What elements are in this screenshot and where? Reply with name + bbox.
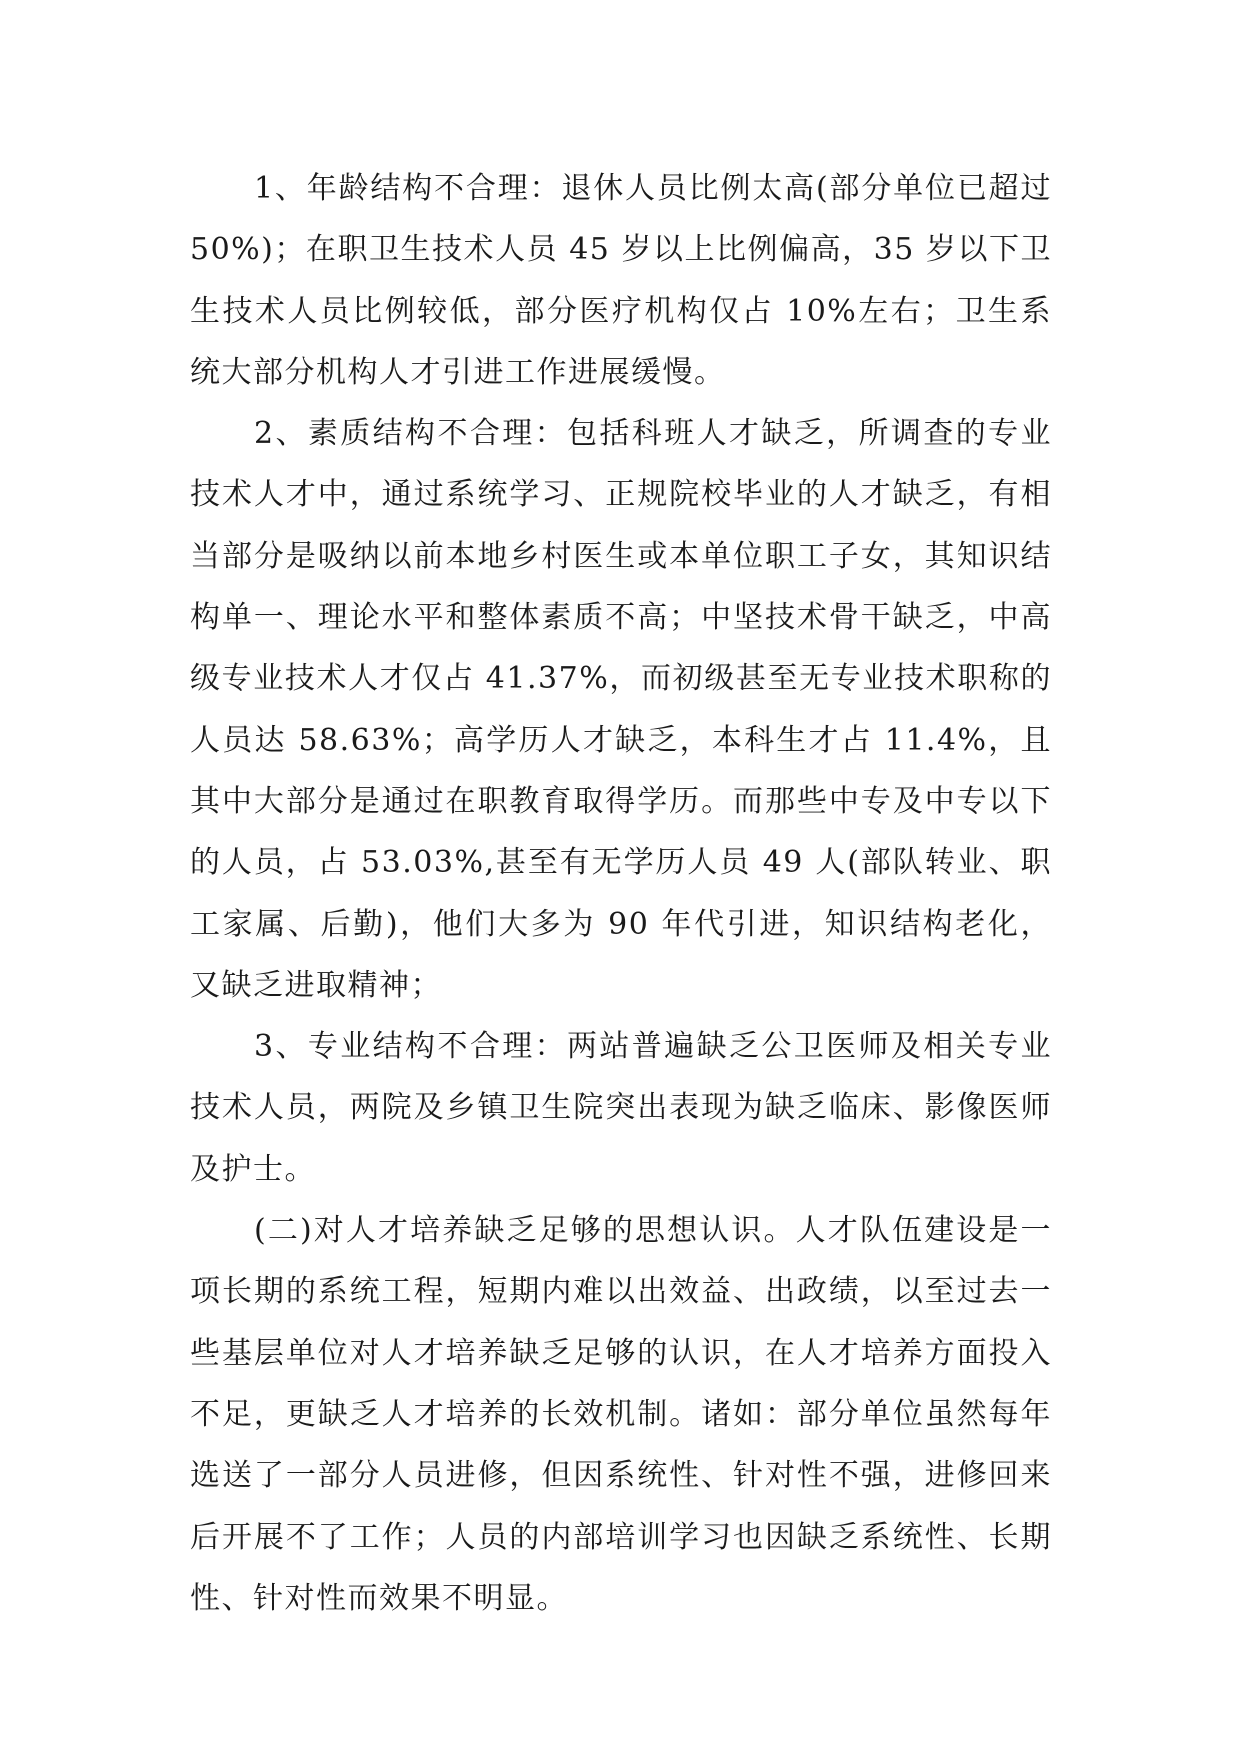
paragraph-talent-training: (二)对人才培养缺乏足够的思想认识。人才队伍建设是一项长期的系统工程，短期内难以出效益、出政绩，以至过去一些基层单位对人才培养缺乏足够的认识，在人才培养方面投入不足，更缺乏人才培养的长效机制。诸如：部分单位虽然每年选送了一部分人员进修，但因系统性、针对性不强，进修回来后开展不了工作；人员的内部培训学习也因缺乏系统性、长期性、针对性而效果不明显。 [190, 1213, 1052, 1616]
document-body [190, 158, 1052, 1629]
paragraph-specialty-structure: 3、专业结构不合理：两站普遍缺乏公卫医师及相关专业技术人员，两院及乡镇卫生院突出表现为缺乏临床、影像医师及护士。 [190, 1029, 1052, 1187]
paragraph-age-structure: 1、年龄结构不合理：退休人员比例太高(部分单位已超过 50%)；在职卫生技术人员 45 岁以上比例偏高，35 岁以下卫生技术人员比例较低，部分医疗机构仅占 10%左右；卫生系统大部分机构人才引进工作进展缓慢。 [190, 171, 1052, 390]
paragraph-quality-structure: 2、素质结构不合理：包括科班人才缺乏，所调查的专业技术人才中，通过系统学习、正规院校毕业的人才缺乏，有相当部分是吸纳以前本地乡村医生或本单位职工子女，其知识结构单一、理论水平和整体素质不高；中坚技术骨干缺乏，中高级专业技术人才仅占 41.37%，而初级甚至无专业技术职称的人员达 58.63%；高学历人才缺乏，本科生才占 11.4%，且其中大部分是通过在职教育取得学历。而那些中专及中专以下的人员，占 53.03%,甚至有无学历人员 49 人(部队转业、职工家属、后勤)，他们大多为 90 年代引进，知识结构老化，又缺乏进取精神； [190, 416, 1052, 1003]
